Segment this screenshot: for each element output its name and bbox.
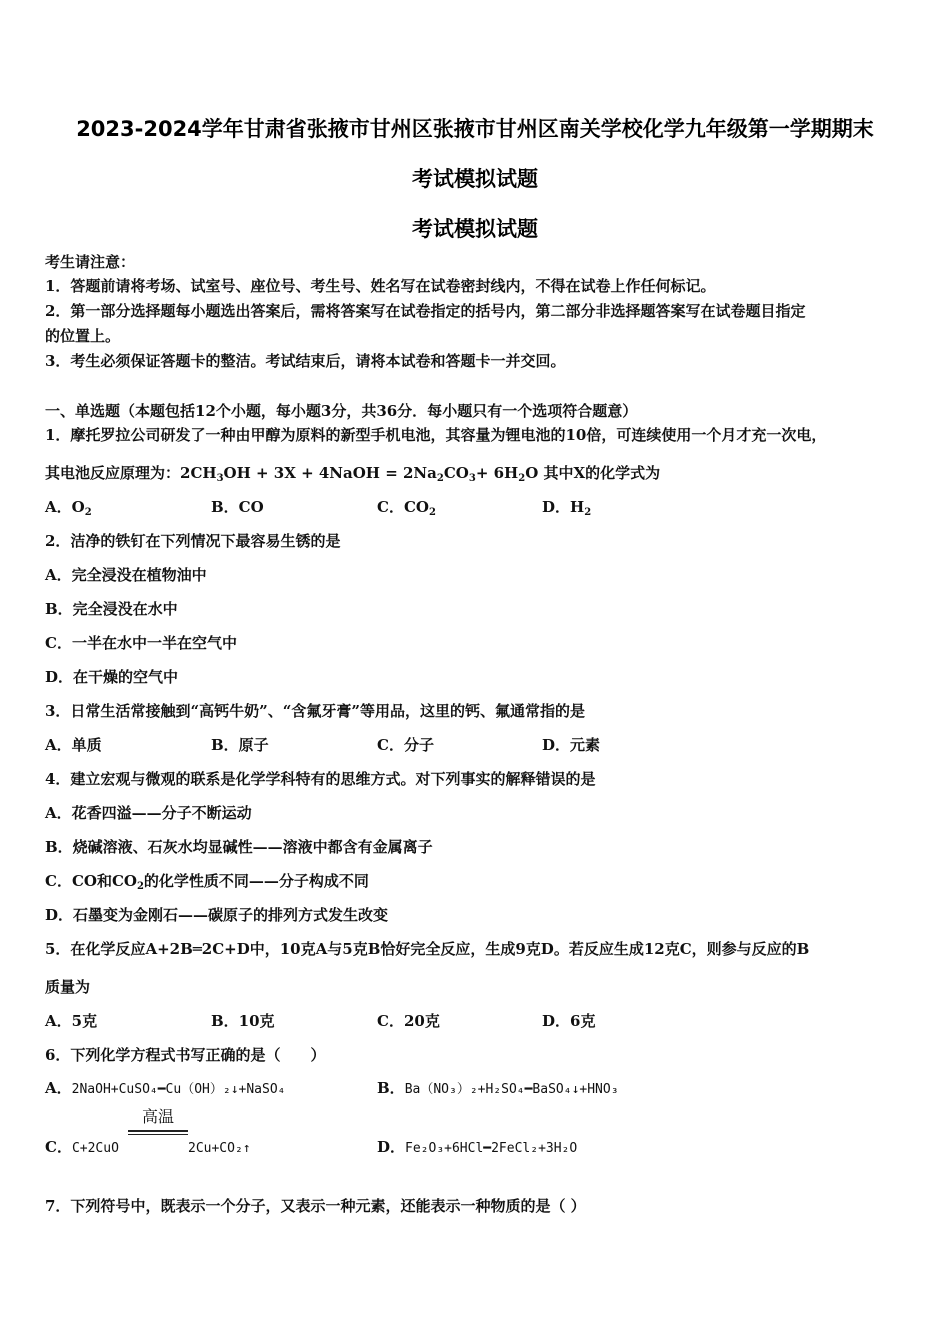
- q5-stem-line2: 质量为: [45, 978, 91, 996]
- q3-option-b[interactable]: B．原子: [211, 736, 269, 754]
- q6-option-b-equation: Ba（NO₃）₂+H₂SO₄━BaSO₄↓+HNO₃: [404, 1082, 619, 1097]
- q5-stem-line1: 5．在化学反应A+2B═2C+D中，10克A与5克B恰好完全反应，生成9克D。若反应生成12克C，则参与反应的B: [45, 940, 810, 958]
- q1-option-a[interactable]: A．$O_2$: [45, 498, 92, 518]
- q4-option-c[interactable]: C．CO和$CO_2$的化学性质不同——分子构成不同: [45, 872, 369, 892]
- document-title-line3: 考试模拟试题: [412, 217, 538, 241]
- q6-option-a[interactable]: A．2NaOH+CuSO₄━Cu（OH）₂↓+NaSO₄: [45, 1079, 286, 1097]
- q3-option-c[interactable]: C．分子: [377, 736, 434, 754]
- q6-option-d-equation: Fe₂O₃+6HCl━2FeCl₂+3H₂O: [405, 1141, 578, 1156]
- q4-option-d[interactable]: D．石墨变为金刚石——碳原子的排列方式发生改变: [45, 906, 389, 924]
- q1-option-c[interactable]: C．$CO_2$: [377, 498, 436, 518]
- q6-option-c[interactable]: C．C+2CuO: [45, 1138, 119, 1156]
- q5-option-a[interactable]: A．5克: [45, 1012, 98, 1030]
- q1-stem-line1: 1．摩托罗拉公司研发了一种由甲醇为原料的新型手机电池，其容量为锂电池的10倍，可连续使用一个月才充一次电，: [45, 426, 827, 444]
- q2-stem: 2．洁净的铁钉在下列情况下最容易生锈的是: [45, 532, 341, 550]
- q7-stem: 7．下列符号中，既表示一个分子，又表示一种元素，还能表示一种物质的是（ ）: [45, 1197, 586, 1215]
- q6-option-b[interactable]: B．Ba（NO₃）₂+H₂SO₄━BaSO₄↓+HNO₃: [377, 1079, 619, 1097]
- q6-option-a-equation: 2NaOH+CuSO₄━Cu（OH）₂↓+NaSO₄: [71, 1082, 286, 1097]
- q6-option-c-products: 2Cu+CO₂↑: [188, 1141, 251, 1156]
- q1-option-b[interactable]: B．CO: [211, 498, 264, 516]
- q6-option-c-reactants: C+2CuO: [71, 1141, 119, 1156]
- q2-option-d[interactable]: D．在干燥的空气中: [45, 668, 179, 686]
- q1-option-d[interactable]: D．$H_2$: [542, 498, 592, 518]
- notice-item-2: 2．第一部分选择题每小题选出答案后，需将答案写在试卷指定的括号内，第二部分非选择题答案写在试卷题目指定: [45, 302, 806, 320]
- q4-option-a[interactable]: A．花香四溢——分子不断运动: [45, 804, 252, 822]
- q5-option-c[interactable]: C．20克: [377, 1012, 440, 1030]
- q6-option-d[interactable]: D．Fe₂O₃+6HCl━2FeCl₂+3H₂O: [377, 1138, 578, 1156]
- q6-option-c-condition: 高温: [128, 1104, 188, 1135]
- q2-option-b[interactable]: B．完全浸没在水中: [45, 600, 178, 618]
- document-title-line2: 考试模拟试题: [412, 167, 538, 191]
- q1-stem-line2: 其电池反应原理为：$2CH_3OH + 3X$ + 4NaOH = $2Na_2CO_3+ 6H_2O$ 其中X的化学式为: [45, 464, 661, 484]
- q4-option-b[interactable]: B．烧碱溶液、石灰水均显碱性——溶液中都含有金属离子: [45, 838, 433, 856]
- q2-option-a[interactable]: A．完全浸没在植物油中: [45, 566, 207, 584]
- notice-item-2-cont: 的位置上。: [45, 327, 121, 345]
- q4-stem: 4．建立宏观与微观的联系是化学学科特有的思维方式。对下列事实的解释错误的是: [45, 770, 596, 788]
- notice-heading: 考生请注意：: [45, 253, 136, 271]
- document-title-line1: 2023-2024学年甘肃省张掖市甘州区张掖市甘州区南关学校化学九年级第一学期期末: [76, 117, 874, 141]
- q3-stem: 3．日常生活常接触到“高钙牛奶”、“含氟牙膏”等用品，这里的钙、氟通常指的是: [45, 702, 585, 720]
- q3-option-a[interactable]: A．单质: [45, 736, 102, 754]
- q5-option-d[interactable]: D．6克: [542, 1012, 596, 1030]
- q5-option-b[interactable]: B．10克: [211, 1012, 275, 1030]
- notice-item-1: 1．答题前请将考场、试室号、座位号、考生号、姓名写在试卷密封线内，不得在试卷上作任何标记。: [45, 277, 716, 295]
- q2-option-c[interactable]: C．一半在水中一半在空气中: [45, 634, 237, 652]
- q3-option-d[interactable]: D．元素: [542, 736, 601, 754]
- section-heading: 一、单选题（本题包括12个小题，每小题3分，共36分．每小题只有一个选项符合题意）: [45, 402, 638, 420]
- notice-item-3: 3．考生必须保证答题卡的整洁。考试结束后，请将本试卷和答题卡一并交回。: [45, 352, 566, 370]
- q6-stem: 6．下列化学方程式书写正确的是（ ）: [45, 1046, 326, 1064]
